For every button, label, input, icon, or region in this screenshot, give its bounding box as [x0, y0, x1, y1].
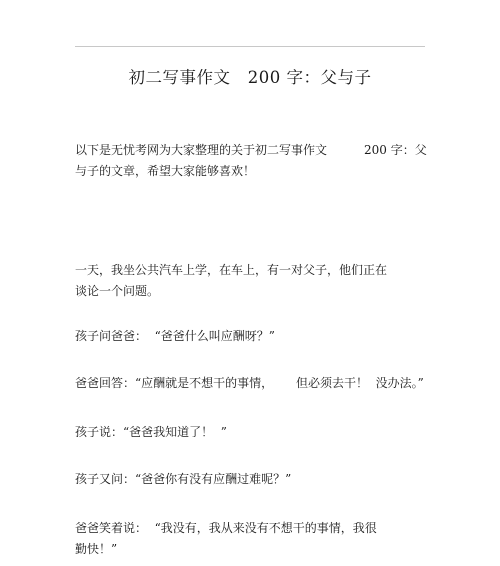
document-title: 初二写事作文 200 字：父与子 [128, 68, 372, 87]
paragraph-2 [75, 326, 435, 347]
paragraph-line: 孩子又问：“爸爸你有没有应酬过难呢？” [75, 472, 292, 486]
paragraph-4 [75, 422, 435, 443]
paragraph-5 [75, 469, 435, 490]
intro-paragraph [75, 140, 435, 182]
intro-line2: 与子的文章，希望大家能够喜欢！ [75, 164, 256, 178]
paragraph-line: 孩子问爸爸： “爸爸什么叫应酬呀？” [75, 329, 275, 343]
paragraph-line: 勤快！” [75, 542, 118, 556]
paragraph-1 [75, 260, 435, 302]
header-rule [75, 46, 425, 47]
paragraph-3 [75, 373, 435, 394]
paragraph-line: 爸爸回答：“应酬就是不想干的事情， 但必须去干！ 没办法。” [75, 376, 424, 390]
paragraph-line: 孩子说：“爸爸我知道了！ ” [75, 425, 227, 439]
intro-line1-left: 以下是无忧考网为大家整理的关于初二写事作文 [75, 143, 328, 157]
paragraph-6 [75, 518, 435, 560]
paragraph-line: 谈论一个问题。 [75, 284, 160, 298]
paragraph-line: 爸爸笑着说： “我没有，我从来没有不想干的事情，我很 [75, 521, 377, 535]
paragraph-line: 一天，我坐公共汽车上学，在车上，有一对父子，他们正在 [75, 263, 388, 277]
intro-line1-right: 200 字：父 [364, 143, 427, 157]
